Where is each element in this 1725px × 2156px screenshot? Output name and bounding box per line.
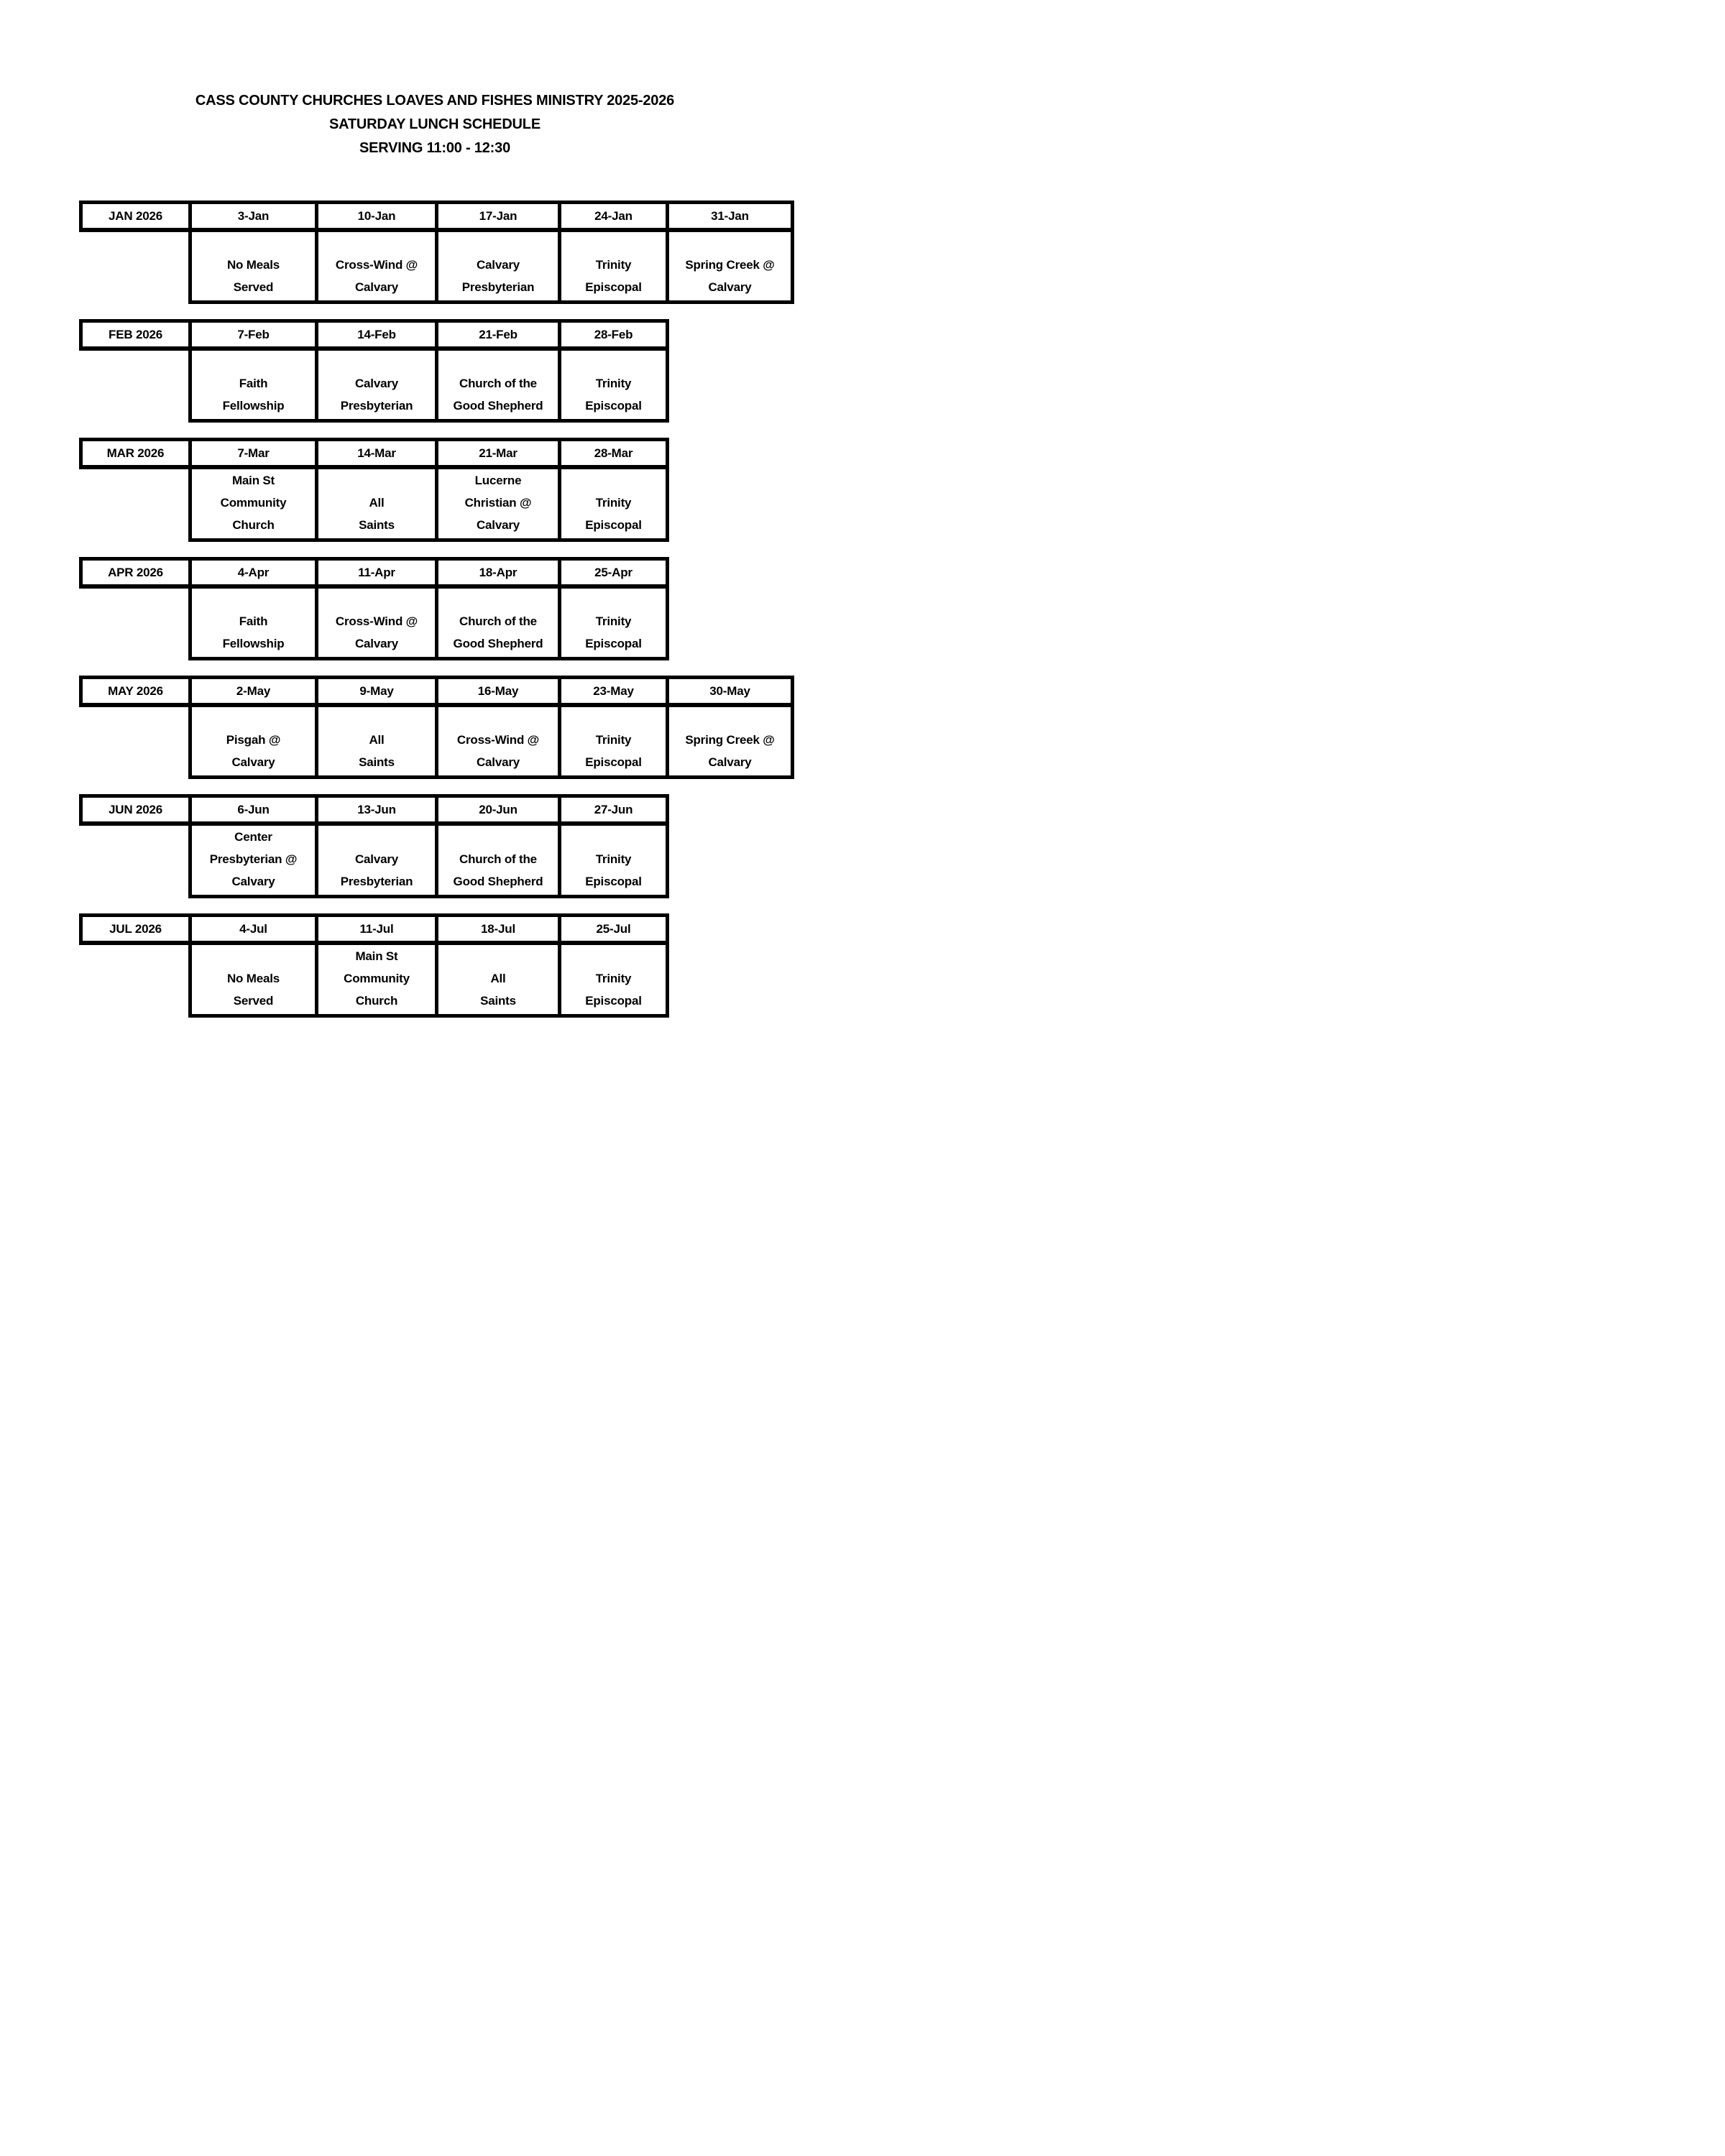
host-line: Calvary — [476, 518, 520, 532]
date-header-cell: 20-Jun — [437, 796, 560, 824]
ghost-cell — [81, 943, 190, 1016]
host-line: Trinity — [595, 377, 632, 390]
date-header-cell: 3-Jan — [190, 203, 317, 231]
host-cell — [560, 943, 668, 1016]
host-line: Calvary — [476, 258, 520, 272]
ghost-cell — [81, 467, 190, 540]
date-header-cell: 27-Jun — [560, 796, 668, 824]
host-line: Church of the — [459, 377, 537, 390]
host-cell — [668, 230, 793, 303]
date-header-cell: 16-May — [437, 678, 560, 706]
host-cell — [317, 943, 437, 1016]
host-line: Church — [355, 994, 398, 1008]
host-line: Calvary — [708, 755, 752, 769]
host-cell — [560, 467, 668, 540]
host-line: Calvary — [354, 637, 399, 650]
date-header-cell: 11-Apr — [317, 559, 437, 587]
date-header-cell: 25-Jul — [560, 916, 668, 944]
ghost-cell — [81, 705, 190, 778]
month-table-jul-2026 — [79, 913, 669, 1018]
host-line: Church — [232, 518, 275, 532]
host-cell — [560, 824, 668, 897]
host-line: Calvary — [354, 280, 399, 294]
host-line: Trinity — [595, 258, 632, 272]
month-header-cell: JUN 2026 — [81, 796, 190, 824]
host-cell — [190, 230, 317, 303]
host-line: All — [490, 972, 506, 985]
month-header-cell: MAR 2026 — [81, 440, 190, 468]
month-header-cell: MAY 2026 — [81, 678, 190, 706]
host-line: Center — [234, 830, 272, 844]
date-header-cell: 17-Jan — [437, 203, 560, 231]
host-cell — [190, 824, 317, 897]
month-table-jun-2026 — [79, 794, 669, 898]
host-line: Faith — [239, 377, 268, 390]
date-header-cell: 14-Feb — [317, 321, 437, 349]
date-header-cell: 2-May — [190, 678, 317, 706]
host-line: Fellowship — [222, 637, 285, 650]
month-table-feb-2026 — [79, 319, 669, 423]
date-header-cell: 21-Feb — [437, 321, 560, 349]
host-line: No Meals — [226, 972, 280, 985]
host-line: Episcopal — [585, 875, 642, 888]
host-line: Christian @ — [464, 496, 532, 510]
date-header-cell: 10-Jan — [317, 203, 437, 231]
date-header-cell: 6-Jun — [190, 796, 317, 824]
host-line: Good Shepherd — [453, 399, 543, 413]
month-header-cell: FEB 2026 — [81, 321, 190, 349]
host-line: Trinity — [595, 496, 632, 510]
month-header-cell: APR 2026 — [81, 559, 190, 587]
ghost-cell — [81, 586, 190, 659]
host-line: Calvary — [708, 280, 752, 294]
host-cell — [437, 705, 560, 778]
host-line: Presbyterian — [461, 280, 535, 294]
host-line: Served — [233, 280, 274, 294]
title-line-3: SERVING 11:00 - 12:30 — [359, 140, 510, 156]
ghost-cell — [81, 824, 190, 897]
host-cell — [317, 349, 437, 421]
host-cell — [560, 586, 668, 659]
date-header-cell: 7-Feb — [190, 321, 317, 349]
host-line: All — [369, 733, 385, 747]
host-cell — [560, 705, 668, 778]
host-cell — [437, 824, 560, 897]
host-line: Calvary — [354, 852, 399, 866]
host-line: Episcopal — [585, 637, 642, 650]
host-line: Cross-Wind @ — [335, 614, 418, 628]
host-line: Trinity — [595, 614, 632, 628]
host-line: Fellowship — [222, 399, 285, 413]
month-header-cell: JAN 2026 — [81, 203, 190, 231]
host-line: Community — [344, 972, 410, 985]
host-cell — [560, 349, 668, 421]
document-page — [0, 0, 862, 1078]
host-line: Cross-Wind @ — [335, 258, 418, 272]
date-header-cell: 13-Jun — [317, 796, 437, 824]
host-line: Presbyterian — [340, 399, 413, 413]
host-cell — [317, 230, 437, 303]
host-line: All — [369, 496, 385, 510]
month-table-apr-2026 — [79, 557, 669, 660]
host-line: Saints — [480, 994, 516, 1008]
date-header-cell: 24-Jan — [560, 203, 668, 231]
date-header-cell: 25-Apr — [560, 559, 668, 587]
month-header-cell: JUL 2026 — [81, 916, 190, 944]
date-header-cell: 7-Mar — [190, 440, 317, 468]
host-line: Saints — [359, 755, 395, 769]
host-line: Presbyterian @ — [209, 852, 298, 866]
date-header-cell: 9-May — [317, 678, 437, 706]
date-header-cell: 11-Jul — [317, 916, 437, 944]
month-table-jan-2026 — [79, 201, 794, 304]
host-cell — [190, 349, 317, 421]
host-line: Spring Creek @ — [685, 733, 775, 747]
host-line: Good Shepherd — [453, 875, 543, 888]
host-cell — [437, 943, 560, 1016]
host-cell — [437, 586, 560, 659]
host-line: Community — [220, 496, 287, 510]
host-line: Calvary — [354, 377, 399, 390]
host-line: Lucerne — [474, 474, 522, 487]
host-line: Calvary — [476, 755, 520, 769]
host-line: Served — [233, 994, 274, 1008]
host-line: Good Shepherd — [453, 637, 543, 650]
host-line: Trinity — [595, 852, 632, 866]
host-cell — [190, 586, 317, 659]
host-cell — [317, 586, 437, 659]
month-table-mar-2026 — [79, 438, 669, 542]
host-line: Main St — [231, 474, 275, 487]
host-cell — [668, 705, 793, 778]
host-line: Spring Creek @ — [685, 258, 775, 272]
host-line: Calvary — [231, 755, 275, 769]
host-cell — [437, 467, 560, 540]
host-cell — [317, 705, 437, 778]
host-cell — [190, 705, 317, 778]
date-header-cell: 21-Mar — [437, 440, 560, 468]
host-line: Pisgah @ — [226, 733, 281, 747]
host-line: Trinity — [595, 972, 632, 985]
date-header-cell: 30-May — [668, 678, 793, 706]
host-cell — [190, 943, 317, 1016]
host-line: Cross-Wind @ — [456, 733, 540, 747]
date-header-cell: 31-Jan — [668, 203, 793, 231]
host-cell — [190, 467, 317, 540]
date-header-cell: 4-Apr — [190, 559, 317, 587]
host-line: Trinity — [595, 733, 632, 747]
host-line: Presbyterian — [340, 875, 413, 888]
date-header-cell: 4-Jul — [190, 916, 317, 944]
date-header-cell: 28-Feb — [560, 321, 668, 349]
date-header-cell: 14-Mar — [317, 440, 437, 468]
date-header-cell: 18-Apr — [437, 559, 560, 587]
host-line: Saints — [359, 518, 395, 532]
host-line: Faith — [239, 614, 268, 628]
host-line: Church of the — [459, 852, 537, 866]
ghost-cell — [81, 230, 190, 303]
date-header-cell: 23-May — [560, 678, 668, 706]
month-table-may-2026 — [79, 676, 794, 779]
host-cell — [437, 230, 560, 303]
title-line-1: CASS COUNTY CHURCHES LOAVES AND FISHES MINISTRY 2025-2026 — [195, 93, 675, 109]
ghost-cell — [81, 349, 190, 421]
host-line: Church of the — [459, 614, 537, 628]
host-line: No Meals — [226, 258, 280, 272]
host-line: Calvary — [231, 875, 275, 888]
host-line: Main St — [355, 949, 398, 963]
document-title — [79, 0, 791, 160]
host-cell — [437, 349, 560, 421]
host-line: Episcopal — [585, 399, 642, 413]
host-cell — [317, 824, 437, 897]
host-cell — [317, 467, 437, 540]
host-line: Episcopal — [585, 518, 642, 532]
date-header-cell: 18-Jul — [437, 916, 560, 944]
host-line: Episcopal — [585, 280, 642, 294]
title-line-2: SATURDAY LUNCH SCHEDULE — [329, 116, 540, 132]
date-header-cell: 28-Mar — [560, 440, 668, 468]
host-line: Episcopal — [585, 994, 642, 1008]
host-cell — [560, 230, 668, 303]
host-line: Episcopal — [585, 755, 642, 769]
